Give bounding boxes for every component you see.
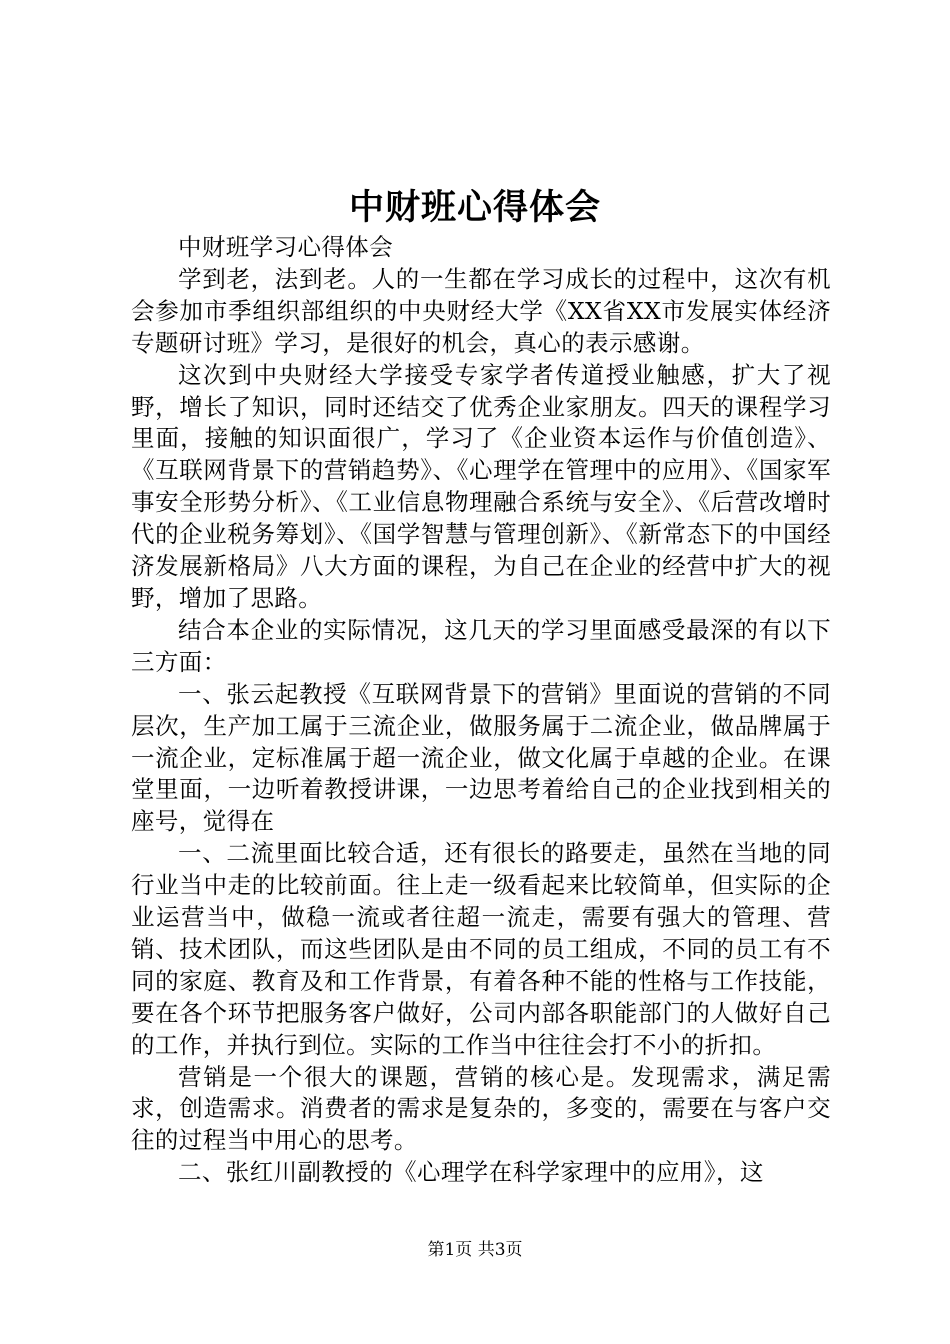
paragraph: 一、二流里面比较合适，还有很长的路要走，虽然在当地的同行业当中走的比较前面。往上走一级看起来比较简单，但实际的企业运营当中，做稳一流或者往超一流走，需要有强大的管理、营销、技术团队，而这些团队是由不同的员工组成，不同的员工有不同的家庭、教育及和工作背景，有着各种不能的性格与工作技能，要在各个环节把服务客户做好，公司内部各职能部门的人做好自己的工作，并执行到位。实际的工作当中往往会打不小的折扣。 [131,839,831,1059]
paragraph-subtitle: 中财班学习心得体会 [178,233,394,261]
paragraph: 营销是一个很大的课题，营销的核心是。发现需求，满足需求，创造需求。消费者的需求是复杂的，多变的，需要在与客户交往的过程当中用心的思考。 [131,1062,831,1155]
paragraph: 这次到中央财经大学接受专家学者传道授业触感，扩大了视野，增长了知识，同时还结交了优秀企业家朋友。四天的课程学习里面，接触的知识面很广，学习了《企业资本运作与价值创造》、《互联网背景下的营销趋势》、《心理学在管理中的应用》、《国家军事安全形势分析》、《工业信息物理融合系统与安全》、《后营改增时代的企业税务筹划》、《国学智慧与管理创新》、《新常态下的中国经济发展新格局》八大方面的课程，为自己在企业的经营中扩大的视野，增加了思路。 [131,360,831,612]
page-number-footer: 第1页 共3页 [427,1240,523,1260]
paragraph: 一、张云起教授《互联网背景下的营销》里面说的营销的不同层次，生产加工属于三流企业，做服务属于二流企业，做品牌属于一流企业，定标准属于超一流企业，做文化属于卓越的企业。在课堂里面，一边听着教授讲课，一边思考着给自己的企业找到相关的座号，觉得在 [131,679,831,836]
paragraph: 学到老，法到老。人的一生都在学习成长的过程中，这次有机会参加市季组织部组织的中央财经大学《XX省XX市发展实体经济专题研讨班》学习，是很好的机会，真心的表示感谢。 [131,264,831,357]
paragraph: 结合本企业的实际情况，这几天的学习里面感受最深的有以下三方面： [131,615,831,676]
document-title: 中财班心得体会 [348,187,601,228]
document-body [131,232,831,1189]
paragraph: 二、张红川副教授的《心理学在科学家理中的应用》，这 [178,1158,764,1187]
